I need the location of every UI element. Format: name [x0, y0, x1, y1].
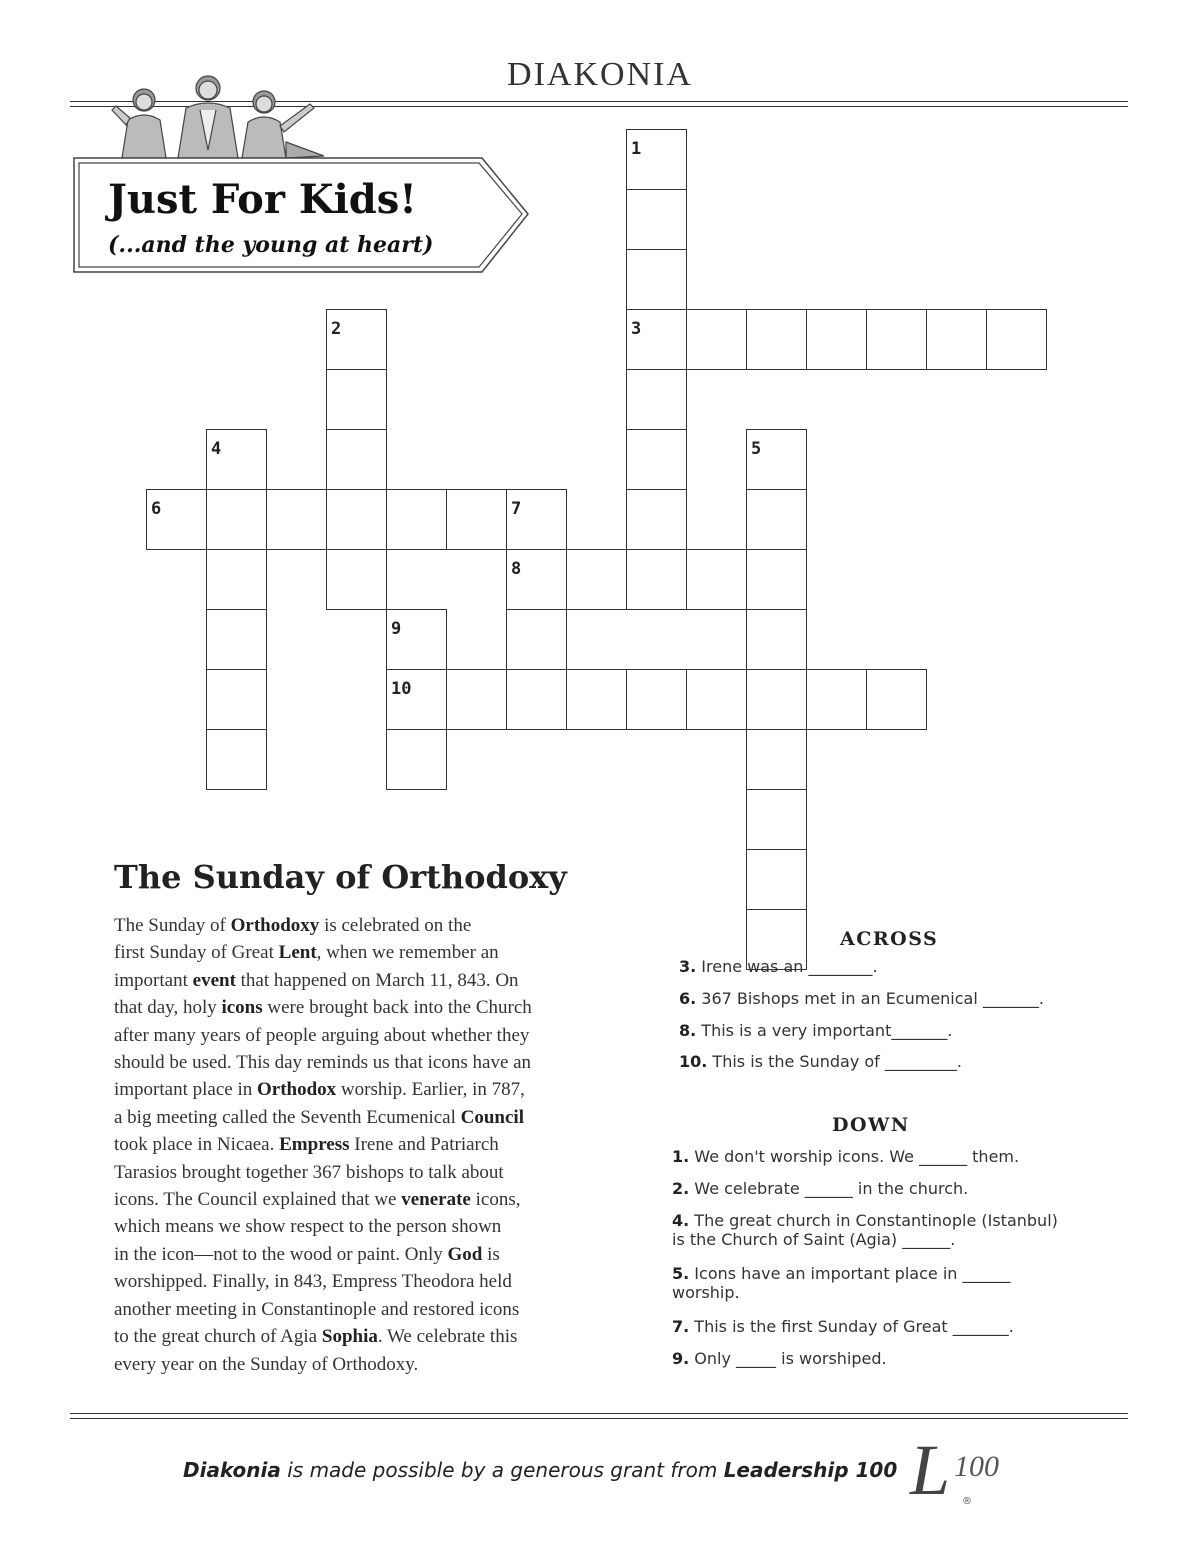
banner-subtitle: (...and the young at heart) [108, 232, 434, 258]
crossword-cell[interactable] [866, 669, 927, 730]
article-line [114, 1076, 619, 1103]
footer-credit [183, 1458, 897, 1482]
clue-number: 7. [672, 1317, 690, 1336]
logo-number: 100 [954, 1450, 999, 1483]
crossword-cell[interactable] [626, 549, 687, 610]
clue-text: The great church in Constantinople (Istanbul) [689, 1211, 1058, 1230]
crossword-cell[interactable] [266, 489, 327, 550]
article-line [114, 1268, 619, 1295]
clue-text-continued: worship. [672, 1283, 740, 1302]
clue-number: 8. [679, 1021, 697, 1040]
article-text: The Sunday of [114, 915, 231, 936]
crossword-cell[interactable] [746, 309, 807, 370]
article-line [114, 1131, 619, 1158]
article-text: is [482, 1243, 500, 1265]
article-text: important place in [114, 1079, 257, 1101]
crossword-cell[interactable] [686, 549, 747, 610]
crossword-cell[interactable] [626, 249, 687, 310]
crossword-cell[interactable] [626, 189, 687, 250]
article-text: in the icon—not to the wood or paint. Only [114, 1243, 448, 1265]
clue-number-3: 3 [631, 319, 642, 339]
crossword-cell[interactable] [746, 729, 807, 790]
crossword-cell[interactable] [746, 609, 807, 670]
article-line [114, 939, 619, 966]
clue-item [679, 1021, 952, 1040]
article-text: is celebrated on the [319, 915, 472, 936]
highlighted-word: venerate [401, 1189, 471, 1211]
highlighted-word: Empress [279, 1134, 350, 1156]
crossword-cell[interactable] [446, 669, 507, 730]
highlighted-word: Orthodox [256, 1079, 337, 1101]
article-text: to the great church of Agia [114, 1326, 322, 1348]
article-title: The Sunday of Orthodoxy [114, 858, 567, 896]
article-text: took place in Nicaea. [114, 1134, 280, 1156]
crossword-cell[interactable] [806, 669, 867, 730]
footer-rule [70, 1418, 1128, 1419]
crossword-cell[interactable] [926, 309, 987, 370]
clue-text: 367 Bishops met in an Ecumenical _______. [696, 989, 1044, 1008]
article-line [114, 1296, 619, 1323]
crossword-cell[interactable] [746, 549, 807, 610]
highlighted-word: Lent [278, 942, 317, 964]
masthead: DIAKONIA [507, 56, 693, 93]
article-text: first Sunday of Great [114, 942, 279, 964]
clue-item [672, 1317, 1014, 1336]
clue-text: Only _____ is worshiped. [689, 1349, 887, 1368]
crossword-cell[interactable] [626, 369, 687, 430]
highlighted-word: icons [221, 997, 263, 1019]
crossword-cell[interactable] [386, 729, 447, 790]
article-text: that happened on March 11, 843. On [235, 969, 519, 991]
clue-number: 2. [672, 1179, 690, 1198]
clue-item [679, 989, 1044, 1008]
crossword-cell[interactable] [446, 489, 507, 550]
leadership-100-logo [908, 1432, 1028, 1508]
article-text: . We celebrate this [377, 1326, 518, 1348]
clue-item [672, 1147, 1019, 1166]
article-text: Irene and Patriarch [349, 1134, 499, 1156]
logo-letter: L [910, 1432, 951, 1508]
clue-text: This is a very important_______. [696, 1021, 953, 1040]
clue-item [672, 1211, 1058, 1249]
crossword-cell[interactable] [686, 309, 747, 370]
crossword-cell[interactable] [806, 309, 867, 370]
clue-text: This is the first Sunday of Great _______. [689, 1317, 1014, 1336]
article-line [114, 912, 619, 939]
banner-title: Just For Kids! [108, 176, 417, 223]
saints-illustration [104, 70, 330, 158]
crossword-cell[interactable] [206, 669, 267, 730]
article-text: after many years of people arguing about whether they [114, 1024, 530, 1046]
article-line [114, 1351, 619, 1378]
clue-number-10: 10 [391, 679, 412, 699]
article-text: another meeting in Constantinople and restored icons [114, 1298, 520, 1320]
highlighted-word: Sophia [321, 1326, 378, 1348]
crossword-cell[interactable] [326, 369, 387, 430]
article-text: worship. Earlier, in 787, [336, 1079, 525, 1101]
clue-item [679, 1052, 962, 1071]
clue-item [672, 1264, 1010, 1302]
clue-number: 5. [672, 1264, 690, 1283]
article-text: icons. The Council explained that we [114, 1189, 402, 1211]
article-line [114, 1104, 619, 1131]
clue-item [679, 957, 878, 976]
clue-text-continued: is the Church of Saint (Agia) ______. [672, 1230, 956, 1249]
crossword-cell[interactable] [206, 549, 267, 610]
article-line [114, 1022, 619, 1049]
crossword-cell[interactable] [566, 669, 627, 730]
crossword-cell[interactable] [506, 669, 567, 730]
article-text: worshipped. Finally, in 843, Empress Theodora held [114, 1271, 512, 1293]
article-line [114, 1186, 619, 1213]
clue-number-9: 9 [391, 619, 402, 639]
crossword-cell[interactable] [866, 309, 927, 370]
crossword-cell[interactable] [986, 309, 1047, 370]
article-text: that day, holy [114, 997, 222, 1019]
article-text: , when we remember an [316, 942, 499, 964]
crossword-cell[interactable] [626, 429, 687, 490]
footer-sponsor: Leadership 100 [723, 1458, 898, 1482]
crossword-cell[interactable] [506, 609, 567, 670]
clue-number: 3. [679, 957, 697, 976]
article-text: important [114, 969, 193, 991]
clue-number: 10. [679, 1052, 708, 1071]
article-text: were brought back into the Church [262, 997, 532, 1019]
crossword-cell[interactable] [626, 669, 687, 730]
clue-number-5: 5 [751, 439, 762, 459]
clue-number-2: 2 [331, 319, 342, 339]
crossword-cell[interactable] [206, 489, 267, 550]
clue-number-6: 6 [151, 499, 162, 519]
article-text: which means we show respect to the person shown [114, 1216, 502, 1238]
crossword-cell[interactable] [746, 789, 807, 850]
article-body [114, 912, 619, 1378]
article-line [114, 1049, 619, 1076]
crossword-cell[interactable] [326, 489, 387, 550]
down-heading: DOWN [832, 1114, 910, 1136]
kids-banner [72, 156, 532, 276]
clue-number-4: 4 [211, 439, 222, 459]
clue-text: We celebrate ______ in the church. [689, 1179, 969, 1198]
crossword-cell[interactable] [746, 489, 807, 550]
clue-text: Icons have an important place in ______ [689, 1264, 1011, 1283]
crossword-cell[interactable] [566, 549, 627, 610]
article-text: every year on the Sunday of Orthodoxy. [114, 1353, 419, 1375]
clue-number: 1. [672, 1147, 690, 1166]
clue-number: 4. [672, 1211, 690, 1230]
clue-item [672, 1179, 968, 1198]
clue-item [672, 1349, 887, 1368]
clue-number-8: 8 [511, 559, 522, 579]
clue-number-1: 1 [631, 139, 642, 159]
highlighted-word: Orthodoxy [230, 915, 320, 936]
crossword-cell[interactable] [206, 729, 267, 790]
crossword-cell[interactable] [746, 669, 807, 730]
clue-number: 6. [679, 989, 697, 1008]
crossword-cell[interactable] [326, 549, 387, 610]
crossword-cell[interactable] [386, 489, 447, 550]
crossword-cell[interactable] [686, 669, 747, 730]
crossword-cell[interactable] [626, 489, 687, 550]
crossword-cell[interactable] [206, 609, 267, 670]
clue-text: Irene was an ________. [696, 957, 878, 976]
article-text: icons, [470, 1189, 521, 1211]
highlighted-word: Council [460, 1106, 524, 1128]
clue-number: 9. [672, 1349, 690, 1368]
article-line [114, 1241, 619, 1268]
highlighted-word: event [192, 969, 236, 991]
clue-text: This is the Sunday of _________. [707, 1052, 962, 1071]
logo-registered-mark: ® [962, 1496, 972, 1507]
article-line [114, 1159, 619, 1186]
article-line [114, 1213, 619, 1240]
article-text: Tarasios brought together 367 bishops to talk about [114, 1161, 504, 1183]
article-line [114, 967, 619, 994]
crossword-cell[interactable] [326, 429, 387, 490]
highlighted-word: God [447, 1243, 483, 1265]
across-heading: ACROSS [840, 928, 939, 950]
clue-number-7: 7 [511, 499, 522, 519]
article-line [114, 994, 619, 1021]
crossword-cell[interactable] [746, 849, 807, 910]
footer-brand: Diakonia [183, 1458, 281, 1482]
clue-text: We don't worship icons. We ______ them. [689, 1147, 1020, 1166]
article-text: a big meeting called the Seventh Ecumenical [114, 1106, 461, 1128]
article-text: should be used. This day reminds us that icons have an [114, 1052, 532, 1074]
footer-rule [70, 1413, 1128, 1414]
article-line [114, 1323, 619, 1350]
footer-text: is made possible by a generous grant from [280, 1458, 724, 1482]
